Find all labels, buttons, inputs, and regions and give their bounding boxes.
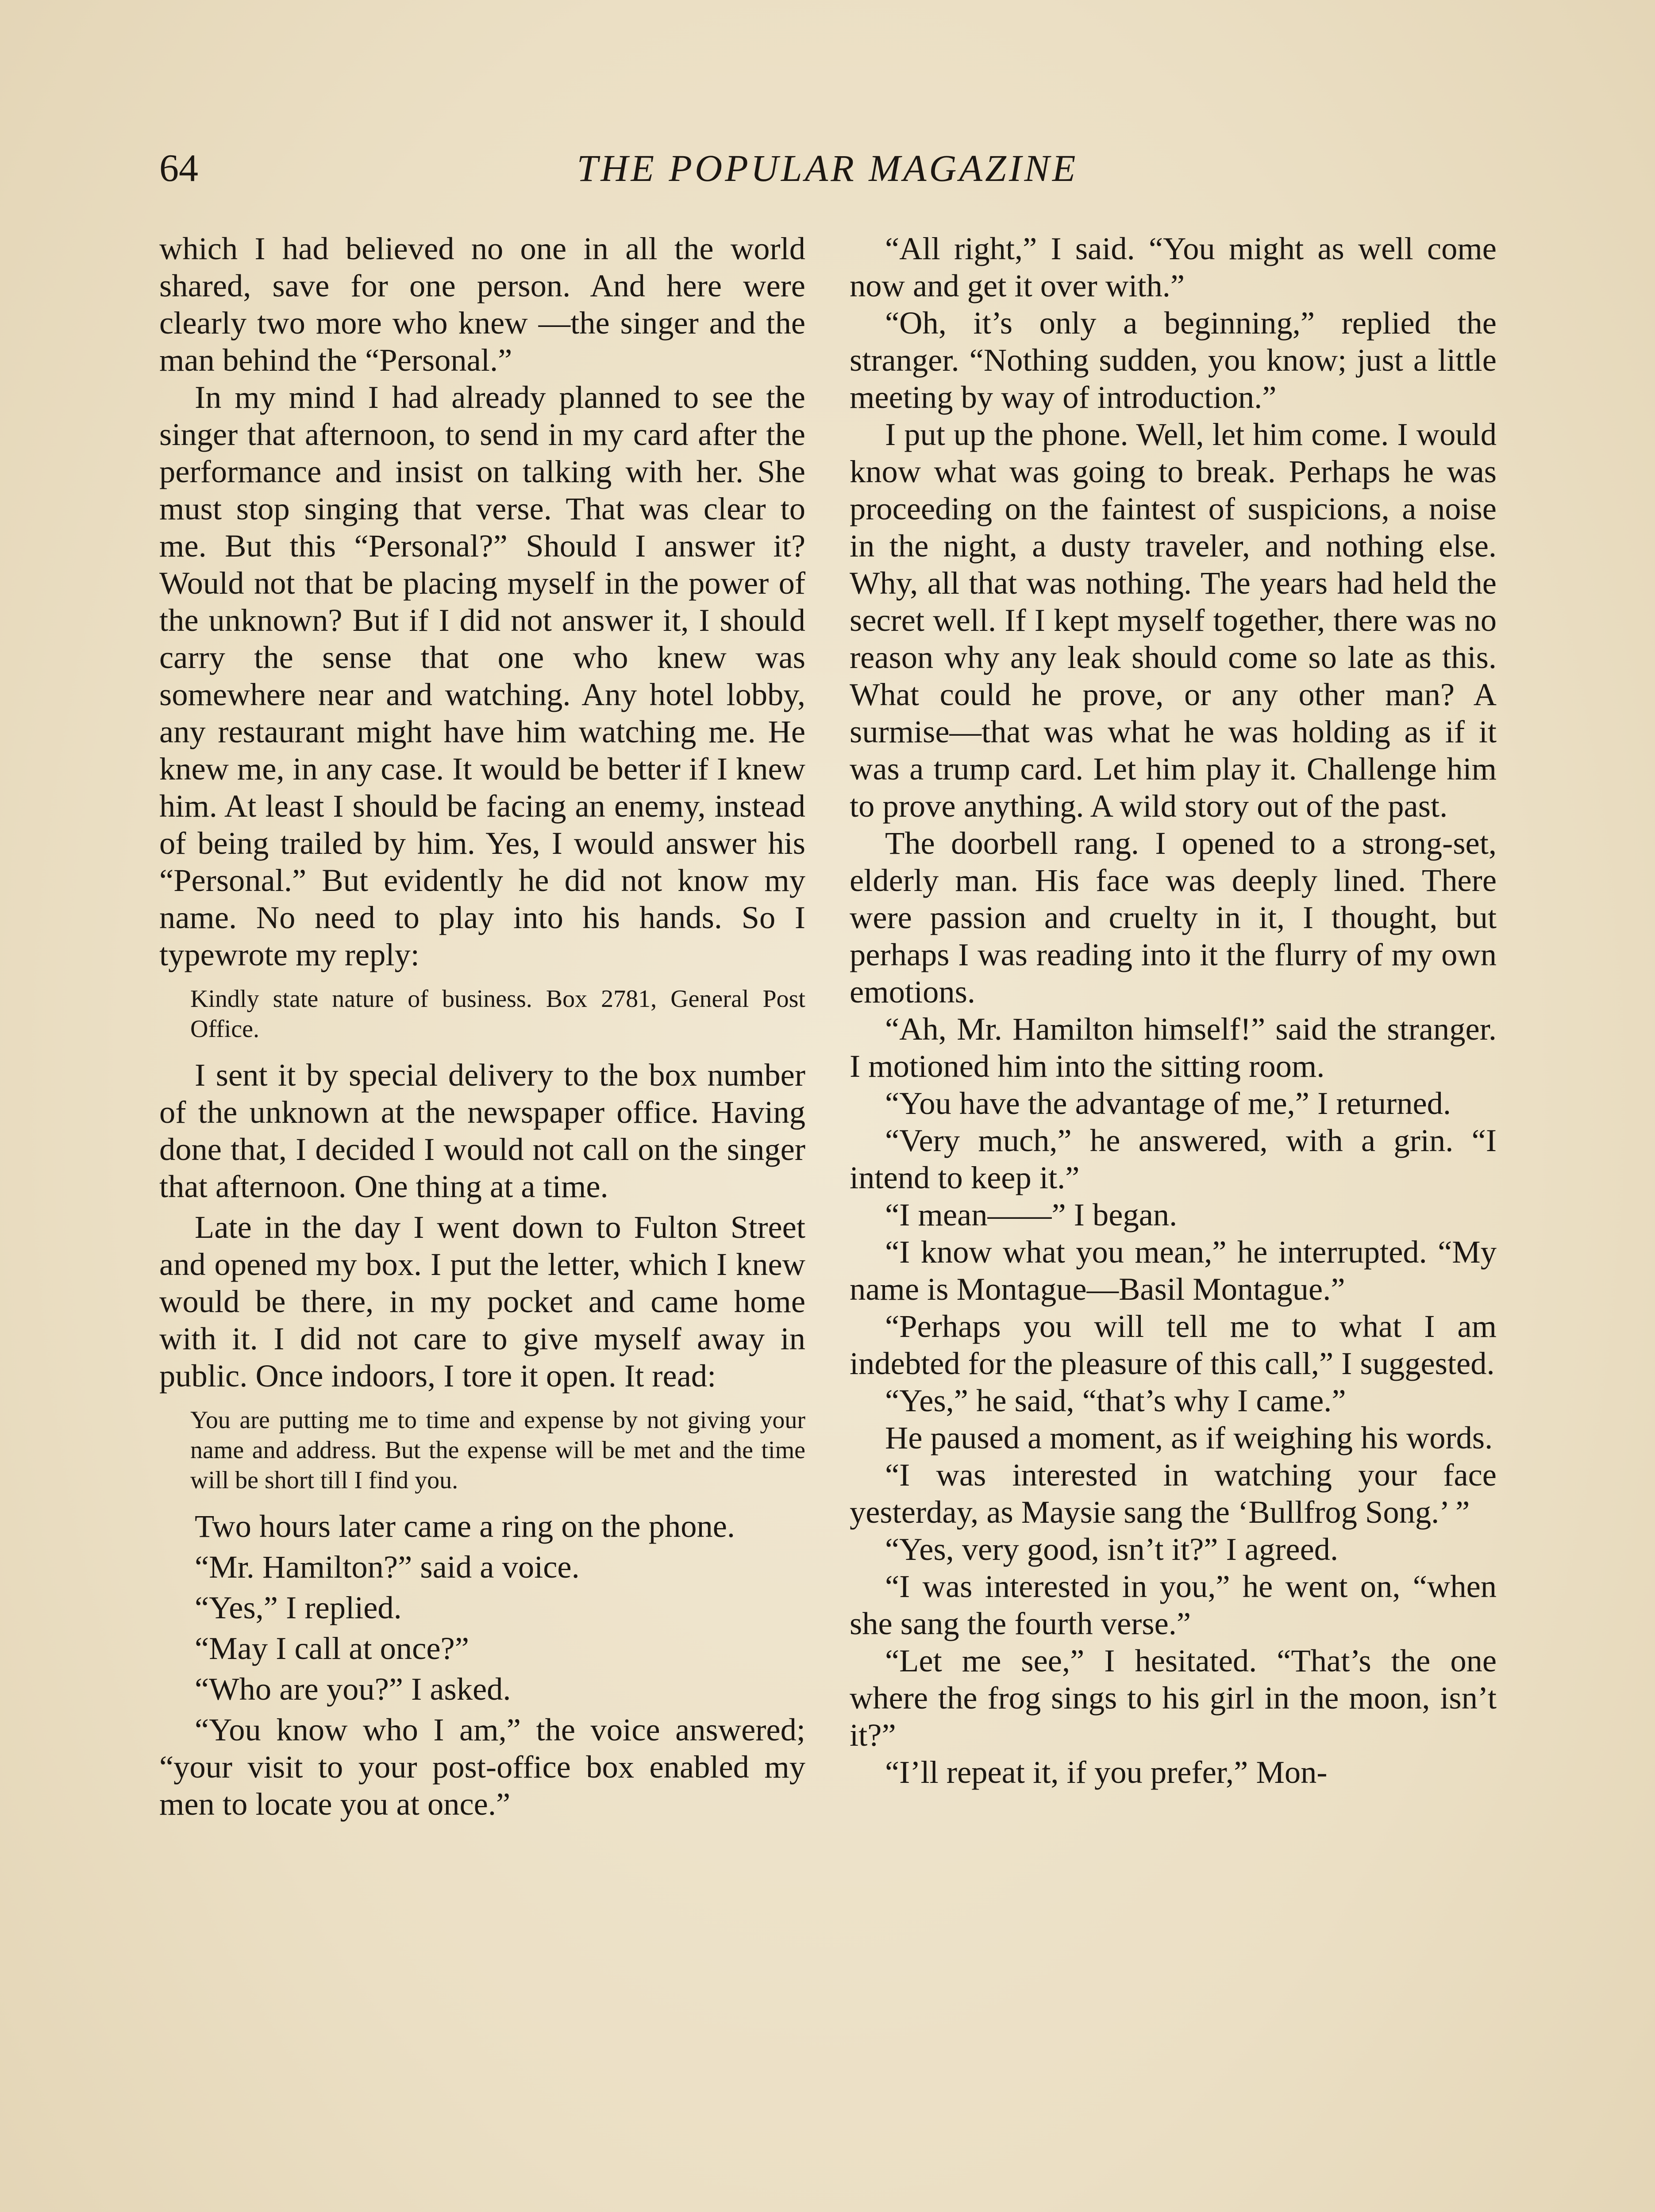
paragraph: I sent it by special delivery to the box number of the unknown at the newspaper office. Having done that, I decided I would not call on the singer that afternoon. One thing at a time. xyxy=(159,1057,805,1204)
paragraph: “I was interested in watching your face yesterday, as Maysie sang the ‘Bullfrog Song.’ ” xyxy=(850,1457,1497,1530)
paragraph: “Who are you?” I asked. xyxy=(195,1671,511,1707)
paragraph: “You have the advantage of me,” I returned. xyxy=(885,1085,1451,1121)
page-header xyxy=(159,146,1496,204)
paragraph: Two hours later came a ring on the phone. xyxy=(195,1508,735,1544)
left-column xyxy=(159,230,805,1823)
paragraph: The doorbell rang. I opened to a strong-set, elderly man. His face was deeply lined. There were passion and cruelty in it, I thought, but perhaps I was reading into it the flurry of my own emotions. xyxy=(850,825,1497,1010)
paragraph: In my mind I had already planned to see the singer that afternoon, to send in my card after the performance and insist on talking with her. She must stop singing that verse. That was clear to me. But this “Personal?” Should I answer it? Would not that be placing myself in the power of the unknown? But if I did not answer it, I should carry the sense that one who knew was somewhere near and watching. Any hotel lobby, any restaurant might have him watching me. He knew me, in any case. It would be better if I knew him. At least I should be facing an enemy, instead of being trailed by him. Yes, I would answer his “Personal.” But evidently he did not know my name. No need to play into his hands. So I typewrote my reply: xyxy=(159,379,805,972)
letter-quote: You are putting me to time and expense by not giving your name and address. But the expense will be met and the time will be short till I find you. xyxy=(190,1406,805,1494)
paragraph: “You know who I am,” the voice answered; “your visit to your post-office box enabled my men to locate you at once.” xyxy=(159,1712,805,1822)
paragraph: “I’ll repeat it, if you prefer,” Mon- xyxy=(885,1754,1328,1790)
paragraph: “Mr. Hamilton?” said a voice. xyxy=(195,1549,580,1585)
paragraph: He paused a moment, as if weighing his words. xyxy=(885,1420,1493,1455)
paragraph: “Very much,” he answered, with a grin. “I intend to keep it.” xyxy=(850,1122,1497,1195)
page-number: 64 xyxy=(159,147,198,190)
paragraph: “May I call at once?” xyxy=(195,1630,469,1666)
paragraph: “All right,” I said. “You might as well come now and get it over with.” xyxy=(850,230,1497,303)
paragraph: “I was interested in you,” he went on, “when she sang the fourth verse.” xyxy=(850,1568,1497,1641)
personal-reply-quote: Kindly state nature of business. Box 2781, General Post Office. xyxy=(190,985,805,1043)
running-head: THE POPULAR MAGAZINE xyxy=(577,147,1078,189)
paragraph: “Yes, very good, isn’t it?” I agreed. xyxy=(885,1531,1339,1567)
paragraph: “Let me see,” I hesitated. “That’s the one where the frog sings to his girl in the moon, isn’t it?” xyxy=(850,1643,1497,1753)
paragraph: “I know what you mean,” he interrupted. “My name is Montague—Basil Montague.” xyxy=(850,1234,1497,1307)
paragraph: “I mean——” I began. xyxy=(885,1197,1178,1233)
right-column xyxy=(850,230,1497,1791)
paragraph: “Yes,” I replied. xyxy=(195,1590,402,1625)
paragraph: “Perhaps you will tell me to what I am indebted for the pleasure of this call,” I suggested. xyxy=(850,1308,1497,1381)
paragraph: “Oh, it’s only a beginning,” replied the stranger. “Nothing sudden, you know; just a little meeting by way of introduction.” xyxy=(850,305,1497,415)
paragraph: Late in the day I went down to Fulton Street and opened my box. I put the letter, which I knew would be there, in my pocket and came home with it. I did not care to give myself away in public. Once indoors, I tore it open. It read: xyxy=(159,1209,805,1394)
paragraph: I put up the phone. Well, let him come. I would know what was going to break. Perhaps he was proceeding on the faintest of suspicions, a noise in the night, a dusty traveler, and nothing else. Why, all that was nothing. The years had held the secret well. If I kept myself together, there was no reason why any leak should come so late as this. What could he prove, or any other man? A surmise—that was what he was holding as if it was a trump card. Let him play it. Challenge him to prove anything. A wild story out of the past. xyxy=(850,416,1497,824)
paragraph: “Ah, Mr. Hamilton himself!” said the stranger. I motioned him into the sitting room. xyxy=(850,1011,1497,1084)
paragraph: which I had believed no one in all the world shared, save for one person. And here were clearly two more who knew —the singer and the man behind the “Personal.” xyxy=(159,230,805,378)
paragraph: “Yes,” he said, “that’s why I came.” xyxy=(885,1382,1346,1418)
